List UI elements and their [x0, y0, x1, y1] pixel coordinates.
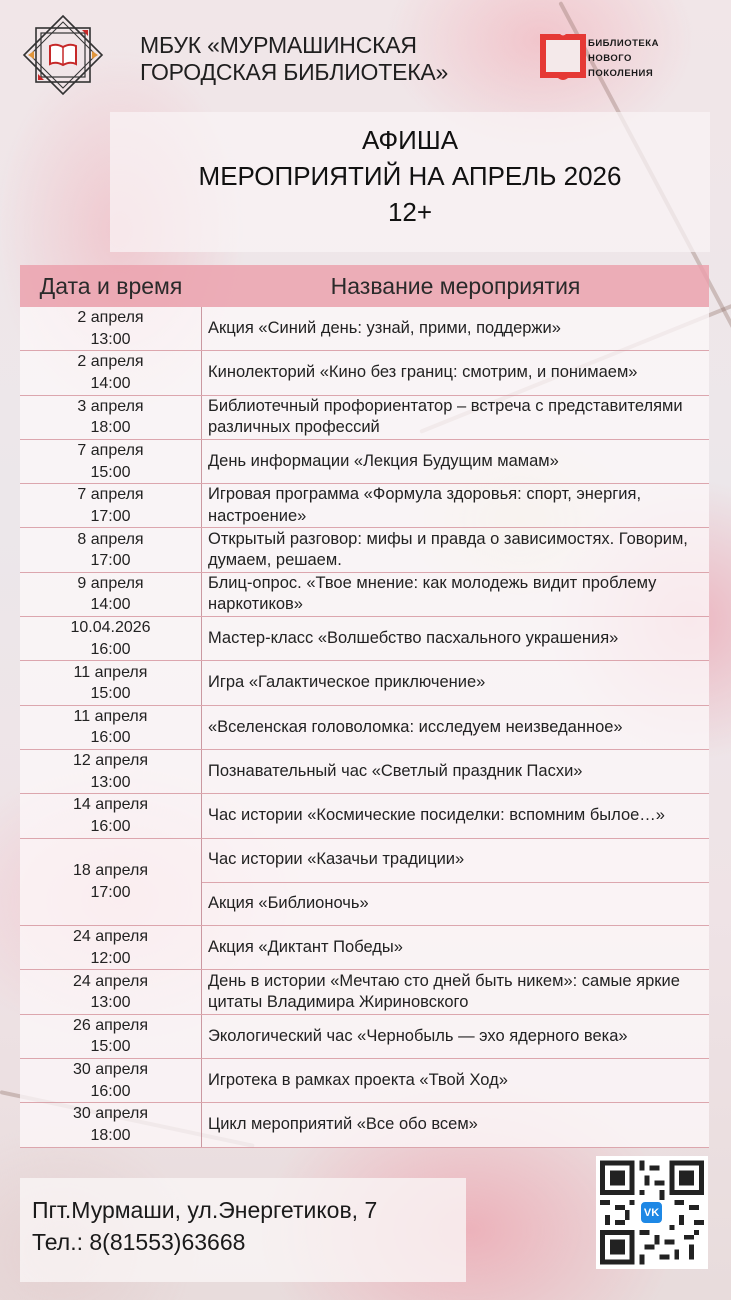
header: [0, 0, 731, 105]
library-logo-icon: [22, 14, 104, 96]
event-time: 16:00: [90, 817, 131, 835]
date-cell: [20, 794, 202, 837]
table-row: [20, 926, 709, 970]
event-names-cell: [202, 706, 709, 749]
event-time: 14:00: [90, 374, 131, 392]
red-book-logo-icon: [538, 30, 588, 82]
table-row: [20, 573, 709, 617]
event-names-cell: [202, 396, 709, 439]
event-date: 30 апреля: [72, 1061, 149, 1079]
date-cell: [20, 1103, 202, 1146]
date-cell: [20, 617, 202, 660]
date-cell: [20, 396, 202, 439]
event-time: 17:00: [90, 883, 131, 901]
table-body: [20, 307, 709, 1148]
event-time: 18:00: [90, 419, 131, 437]
event-date: 12 апреля: [72, 752, 149, 770]
event-date: 8 апреля: [77, 530, 144, 548]
date-cell: [20, 351, 202, 394]
table-row: [20, 1059, 709, 1103]
org-name-line1: МБУК «МУРМАШИНСКАЯ: [140, 32, 417, 58]
events-table: [20, 265, 709, 1148]
event-names-cell: [202, 440, 709, 483]
event-name: Игротека в рамках проекта «Твой Ход»: [208, 1070, 508, 1089]
date-cell: [20, 750, 202, 793]
event-name: День в истории «Мечтаю сто дней быть никем»: самые яркие цитаты Владимира Жириновского: [208, 971, 680, 1012]
table-row: [20, 396, 709, 440]
table-row: [20, 351, 709, 395]
event-names-cell: [202, 839, 709, 926]
event-name: Акция «Синий день: узнай, прими, поддержи»: [208, 318, 561, 337]
event-names-cell: [202, 351, 709, 394]
table-row: [20, 794, 709, 838]
event-date: 7 апреля: [77, 486, 144, 504]
event-time: 16:00: [90, 729, 131, 747]
event-name: Открытый разговор: мифы и правда о зависимостях. Говорим, думаем, решаем.: [208, 529, 688, 570]
date-cell: [20, 528, 202, 571]
date-cell: [20, 573, 202, 616]
event-names-cell: [202, 307, 709, 350]
event-time: 13:00: [90, 994, 131, 1012]
event-name: Познавательный час «Светлый праздник Пасхи»: [208, 761, 583, 780]
poster-title: [110, 112, 710, 252]
column-header-name: Название мероприятия: [330, 272, 581, 299]
event-names-cell: [202, 617, 709, 660]
vk-qr-code[interactable]: [596, 1156, 708, 1269]
event-names-cell: [202, 661, 709, 704]
date-cell: [20, 926, 202, 969]
event-time: 12:00: [90, 949, 131, 967]
event-time: 13:00: [90, 330, 131, 348]
org-name-line2: ГОРОДСКАЯ БИБЛИОТЕКА»: [140, 59, 449, 85]
table-row: [20, 970, 709, 1014]
date-cell: [20, 661, 202, 704]
event-name: Библиотечный профориентатор – встреча с представителями различных профессий: [208, 396, 683, 437]
event-date: 9 апреля: [77, 574, 144, 592]
event-date: 7 апреля: [77, 442, 144, 460]
event-name: Цикл мероприятий «Все обо всем»: [208, 1115, 478, 1134]
event-names-cell: [202, 1059, 709, 1102]
event-names-cell: [202, 1103, 709, 1146]
event-name: День информации «Лекция Будущим мамам»: [208, 451, 559, 470]
event-date: 10.04.2026: [70, 619, 151, 637]
event-date: 30 апреля: [72, 1105, 149, 1123]
event-names-cell: [202, 1015, 709, 1058]
event-name: Экологический час «Чернобыль — эхо ядерного века»: [208, 1026, 628, 1045]
event-date: 24 апреля: [72, 928, 149, 946]
table-row: [20, 1103, 709, 1147]
event-name: Час истории «Казачьи традиции»: [208, 850, 465, 869]
event-time: 15:00: [90, 1038, 131, 1056]
event-date: 11 апреля: [73, 663, 148, 681]
event-date: 2 апреля: [77, 309, 144, 327]
contact-info: [20, 1178, 466, 1282]
table-row: [20, 750, 709, 794]
event-name: Игровая программа «Формула здоровья: спорт, энергия, настроение»: [208, 485, 642, 525]
event-time: 14:00: [90, 596, 131, 614]
event-date: 3 апреля: [77, 397, 144, 415]
table-row: [20, 1015, 709, 1059]
table-row: [20, 528, 709, 572]
event-time: 17:00: [90, 507, 131, 525]
event-name: Блиц-опрос. «Твое мнение: как молодежь видит проблему наркотиков»: [208, 573, 657, 614]
event-date: 26 апреля: [72, 1016, 149, 1034]
table-row: [20, 617, 709, 661]
vk-logo-icon: VK: [639, 1200, 664, 1225]
event-names-cell: [202, 750, 709, 793]
table-header: [20, 265, 709, 307]
event-name: Акция «Библионочь»: [202, 882, 709, 925]
table-row: [20, 839, 709, 927]
date-cell: [20, 839, 202, 926]
event-name: Мастер-класс «Волшебство пасхального украшения»: [208, 628, 619, 647]
event-names-cell: [202, 794, 709, 837]
event-name: Акция «Диктант Победы»: [208, 938, 403, 957]
event-names-cell: [202, 970, 709, 1013]
event-name: Кинолекторий «Кино без границ: смотрим, и понимаем»: [208, 363, 638, 382]
event-date: 18 апреля: [72, 862, 149, 880]
table-row: [20, 706, 709, 750]
event-date: 14 апреля: [72, 796, 149, 814]
event-name: Игра «Галактическое приключение»: [208, 673, 486, 692]
event-date: 11 апреля: [73, 707, 148, 725]
table-row: [20, 440, 709, 484]
title-line1: АФИША: [361, 125, 459, 155]
date-cell: [20, 706, 202, 749]
organization-name: [140, 32, 448, 86]
date-cell: [20, 1059, 202, 1102]
age-rating: 12+: [387, 197, 433, 227]
event-names-cell: [202, 484, 709, 527]
table-row: [20, 484, 709, 528]
event-time: 16:00: [90, 640, 131, 658]
date-cell: [20, 484, 202, 527]
event-time: 18:00: [90, 1126, 131, 1144]
date-cell: [20, 440, 202, 483]
phone: Тел.: 8(81553)63668: [32, 1229, 246, 1255]
event-name: Час истории «Космические посиделки: вспомним былое…»: [208, 806, 665, 825]
table-row: [20, 307, 709, 351]
event-time: 15:00: [90, 463, 131, 481]
column-header-date: Дата и время: [39, 272, 183, 299]
event-date: 2 апреля: [77, 353, 144, 371]
date-cell: [20, 970, 202, 1013]
new-generation-library-label: БИБЛИОТЕКА НОВОГО ПОКОЛЕНИЯ: [588, 38, 659, 79]
event-time: 15:00: [90, 685, 131, 703]
date-cell: [20, 307, 202, 350]
event-time: 13:00: [90, 773, 131, 791]
event-names-cell: [202, 573, 709, 616]
event-time: 16:00: [90, 1082, 131, 1100]
event-name: «Вселенская головоломка: исследуем неизведанное»: [208, 717, 623, 736]
title-line2: МЕРОПРИЯТИЙ НА АПРЕЛЬ 2026: [198, 161, 622, 191]
table-row: [20, 661, 709, 705]
event-time: 17:00: [90, 552, 131, 570]
event-date: 24 апреля: [72, 972, 149, 990]
address: Пгт.Мурмаши, ул.Энергетиков, 7: [32, 1197, 378, 1223]
date-cell: [20, 1015, 202, 1058]
event-names-cell: [202, 528, 709, 571]
event-names-cell: [202, 926, 709, 969]
